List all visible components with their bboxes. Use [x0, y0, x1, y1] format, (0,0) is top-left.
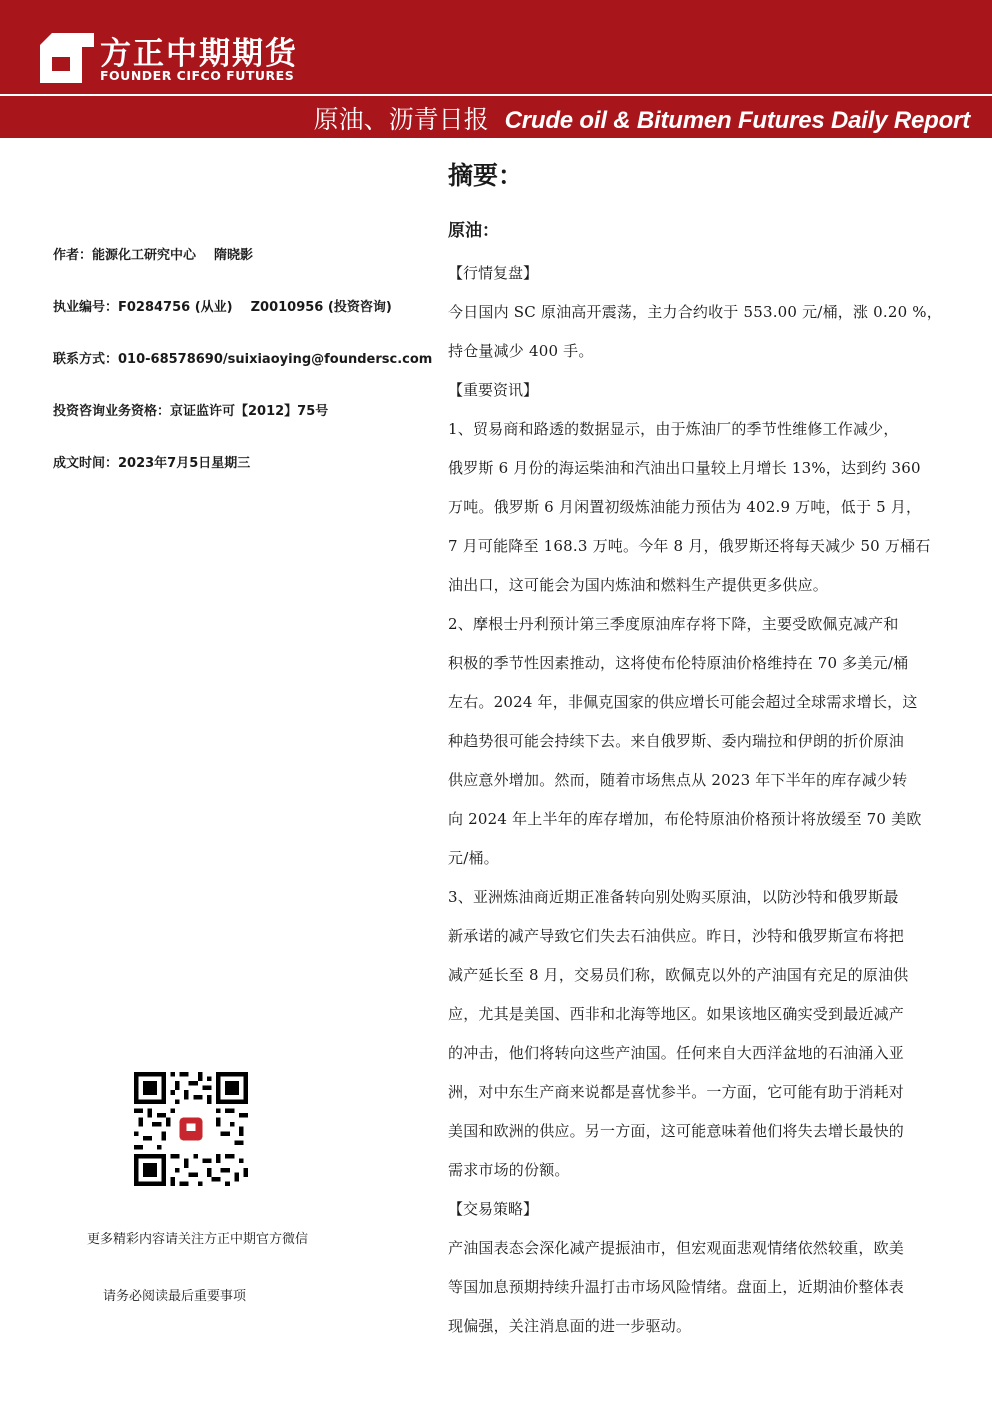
- report-title-en: Crude oil & Bitumen Futures Daily Report: [504, 107, 970, 134]
- text-line: 7 月可能降至 168.3 万吨。今年 8 月，俄罗斯还将每天减少 50 万桶石: [448, 537, 931, 555]
- strategy-paragraph: [448, 1229, 972, 1346]
- date-line: 成文时间：2023年7月5日星期三: [53, 456, 251, 471]
- wechat-qr-code-icon: [134, 1072, 248, 1186]
- author-label: 作者：能源化工研究中心: [53, 248, 197, 263]
- report-title-cn: 原油、沥青日报: [313, 105, 489, 134]
- text-line: 洲，对中东生产商来说都是喜忧参半。一方面，它可能有助于消耗对: [448, 1083, 905, 1101]
- news-item-2: [448, 605, 972, 878]
- text-line: 新承诺的减产导致它们失去石油供应。昨日，沙特和俄罗斯宣布将把: [448, 927, 905, 945]
- text-line: 元/桶。: [448, 849, 499, 867]
- text-line: 供应意外增加。然而，随着市场焦点从 2023 年下半年的库存减少转: [448, 771, 908, 789]
- logo-text-en: FOUNDER CIFCO FUTURES: [100, 68, 295, 83]
- text-line: 种趋势很可能会持续下去。来自俄罗斯、委内瑞拉和伊朗的折价原油: [448, 732, 905, 750]
- text-line: 等国加息预期持续升温打击市场风险情绪。盘面上，近期油价整体表: [448, 1278, 905, 1296]
- contact-line[interactable]: 联系方式：010-68578690/suixiaoying@foundersc.com: [53, 352, 433, 367]
- text-line: 油出口，这可能会为国内炼油和燃料生产提供更多供应。: [448, 576, 829, 594]
- text-line: 左右。2024 年，非佩克国家的供应增长可能会超过全球需求增长，这: [448, 693, 918, 711]
- founder-logo-icon: [40, 33, 94, 83]
- license-number: 执业编号：F0284756 (从业): [53, 300, 233, 315]
- section-title-crude: 原油：: [448, 221, 499, 241]
- header-band: [0, 0, 992, 138]
- text-line: 美国和欧洲的供应。另一方面，这可能意味着他们将失去增长最快的: [448, 1122, 905, 1140]
- author-line: [53, 244, 253, 263]
- text-line: 2、摩根士丹利预计第三季度原油库存将下降，主要受欧佩克减产和: [448, 615, 899, 633]
- important-notice: 请务必阅读最后重要事项: [103, 1289, 247, 1304]
- news-item-1: [448, 410, 972, 605]
- text-line: 万吨。俄罗斯 6 月闲置初级炼油能力预估为 402.9 万吨，低于 5 月，: [448, 498, 922, 516]
- text-line: 3、亚洲炼油商近期正准备转向别处购买原油，以防沙特和俄罗斯最: [448, 888, 899, 906]
- report-title: [314, 100, 970, 136]
- summary-title: 摘要：: [448, 161, 524, 190]
- text-line: 现偏强，关注消息面的进一步驱动。: [448, 1317, 692, 1335]
- text-line: 积极的季节性因素推动，这将使布伦特原油价格维持在 70 多美元/桶: [448, 654, 909, 672]
- header-divider: [0, 94, 992, 96]
- summary-content: [448, 150, 972, 1346]
- news-heading: 【重要资讯】: [448, 381, 539, 399]
- text-line: 今日国内 SC 原油高开震荡，主力合约收于 553.00 元/桶，涨 0.20 %，: [448, 303, 942, 321]
- text-line: 需求市场的份额。: [448, 1161, 570, 1179]
- qr-caption: 更多精彩内容请关注方正中期官方微信: [87, 1232, 309, 1247]
- text-line: 减产延长至 8 月，交易员们称，欧佩克以外的产油国有充足的原油供: [448, 966, 909, 984]
- text-line: 向 2024 年上半年的库存增加，布伦特原油价格预计将放缓至 70 美欧: [448, 810, 922, 828]
- news-item-3: [448, 878, 972, 1190]
- license-consult: Z0010956 (投资咨询): [250, 300, 392, 315]
- qualification-line: 投资咨询业务资格：京证监许可【2012】75号: [53, 404, 329, 419]
- text-line: 俄罗斯 6 月份的海运柴油和汽油出口量较上月增长 13%，达到约 360: [448, 459, 921, 477]
- text-line: 的冲击，他们将转向这些产油国。任何来自大西洋盆地的石油涌入亚: [448, 1044, 905, 1062]
- license-line: [53, 296, 392, 315]
- text-line: 1、贸易商和路透的数据显示，由于炼油厂的季节性维修工作减少，: [448, 420, 899, 438]
- market-review-heading: 【行情复盘】: [448, 264, 539, 282]
- market-review-paragraph: [448, 293, 972, 371]
- text-line: 持仓量减少 400 手。: [448, 342, 594, 360]
- author-name: 隋晓影: [214, 248, 254, 263]
- logo-text-cn: 方正中期期货: [100, 36, 298, 72]
- strategy-heading: 【交易策略】: [448, 1200, 539, 1218]
- text-line: 产油国表态会深化减产提振油市，但宏观面悲观情绪依然较重，欧美: [448, 1239, 905, 1257]
- text-line: 应，尤其是美国、西非和北海等地区。如果该地区确实受到最近减产: [448, 1005, 905, 1023]
